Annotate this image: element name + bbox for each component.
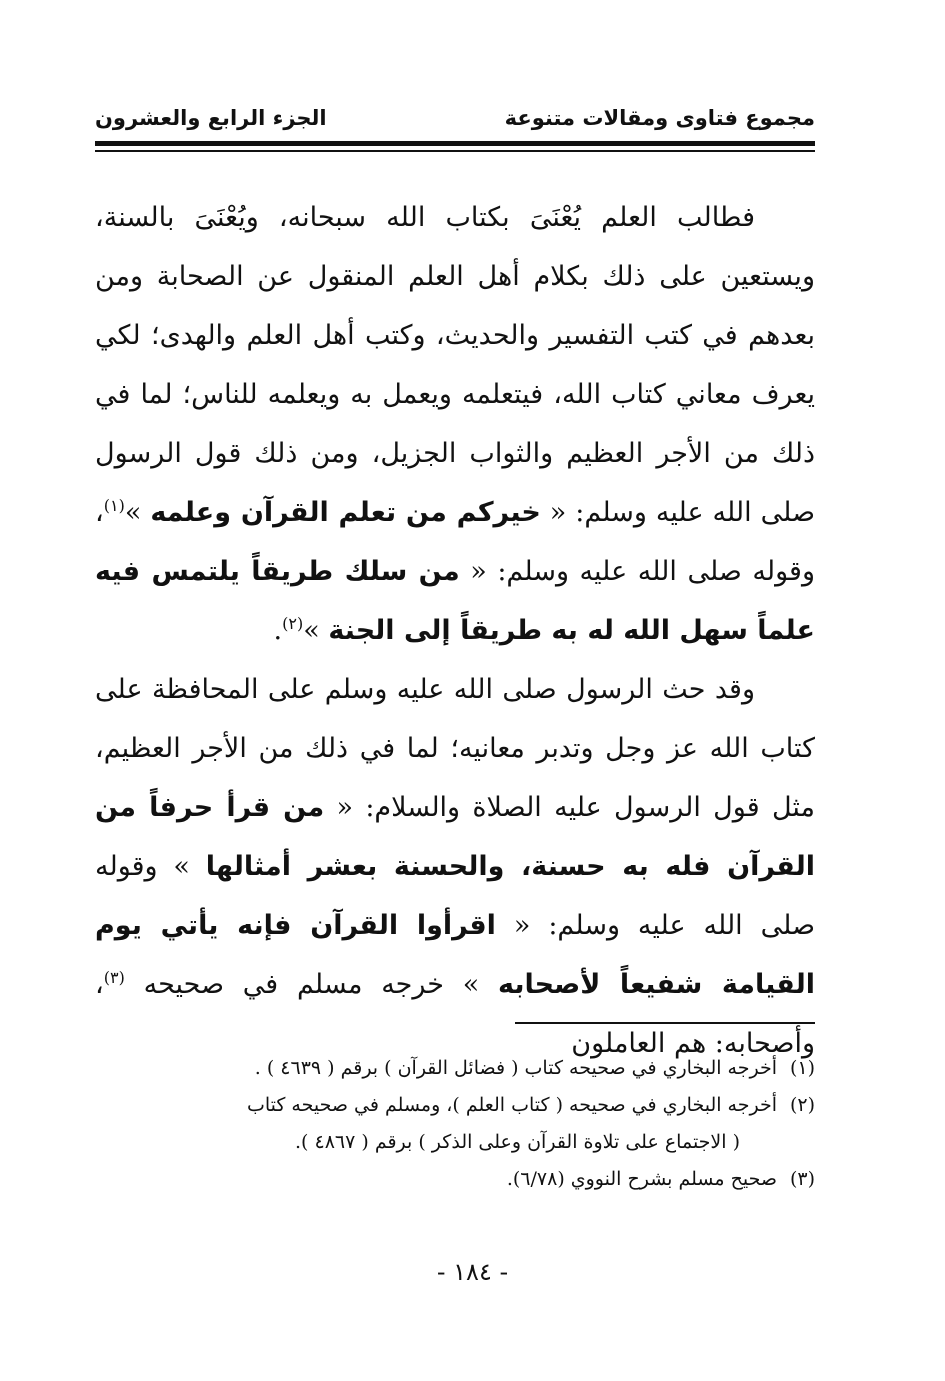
- text-run: فطالب العلم يُعْنَىَ بكتاب الله سبحانه، ويُعْنَىَ بالسنة، ويستعين على ذلك بكلام أهل العلم المنقول عن الصحابة ومن بعدهم في كتب التفسير والحديث، وكتب أهل العلم والهدى؛ لكي يعرف معاني كتاب الله، فيتعلمه ويعمل به ويعلمه للناس؛ لما في ذلك من الأجر العظيم والثواب الجزيل، ومن ذلك قول الرسول صلى الله عليه وسلم: «: [95, 202, 815, 528]
- footnote-ref-2[interactable]: (٢): [282, 614, 304, 633]
- footnote-1: [95, 1050, 815, 1087]
- hadith-quote: اقرأوا القرآن فإنه يأتي يوم القيامة شفيعاً لأصحابه: [95, 910, 815, 1000]
- header-rule-thick: [95, 141, 815, 146]
- footnote-2: [95, 1087, 815, 1124]
- paragraph-1: [95, 188, 815, 660]
- footnote-2-continuation: ( الاجتماع على تلاوة القرآن وعلى الذكر ) برقم ( ٤٨٦٧ ).: [295, 1131, 740, 1153]
- footnote-ref-1[interactable]: (١): [103, 496, 125, 515]
- volume-label: الجزء الرابع والعشرون: [95, 106, 327, 130]
- text-run: ، وأصحابه: هم العاملون: [95, 969, 815, 1059]
- text-run: » خرجه مسلم في صحيحه: [143, 969, 480, 1000]
- footnotes: [95, 1050, 815, 1198]
- footnote-text: صحيح مسلم بشرح النووي (٦/٧٨).: [506, 1168, 777, 1190]
- footnote-text: أخرجه البخاري في صحيحه كتاب ( فضائل القرآن ) برقم ( ٤٦٣٩ ) .: [254, 1057, 777, 1079]
- footnote-number: (٢): [789, 1094, 815, 1116]
- header-rule-thin: [95, 150, 815, 152]
- footnote-separator: [515, 1022, 815, 1024]
- book-title: مجموع فتاوى ومقالات متنوعة: [504, 106, 815, 130]
- text-run: ، وقوله صلى الله عليه وسلم: «: [95, 497, 815, 587]
- footnote-number: (١): [789, 1057, 815, 1079]
- text-run: » وقوله صلى الله عليه وسلم: «: [95, 851, 815, 941]
- hadith-quote: من سلك طريقاً يلتمس فيه علماً سهل الله له به طريقاً إلى الجنة: [95, 556, 815, 646]
- hadith-quote: خيركم من تعلم القرآن وعلمه: [150, 497, 541, 528]
- footnote-number: (٣): [789, 1168, 815, 1190]
- footnote-ref-3[interactable]: (٣): [103, 968, 125, 987]
- running-header: [95, 106, 815, 136]
- text-run: »: [303, 615, 320, 646]
- text-run: »: [124, 497, 142, 528]
- paragraph-2: [95, 660, 815, 1073]
- main-text: [95, 188, 815, 1073]
- page-number: - ١٨٤ -: [436, 1258, 509, 1286]
- hadith-quote: من قرأ حرفاً من القرآن فله به حسنة، والحسنة بعشر أمثالها: [95, 792, 815, 882]
- text-run: .: [273, 615, 283, 646]
- text-run: وقد حث الرسول صلى الله عليه وسلم على المحافظة على كتاب الله عز وجل وتدبر معانيه؛ لما في ذلك من الأجر العظيم، مثل قول الرسول عليه الصلاة والسلام: «: [95, 674, 815, 823]
- footnote-text: أخرجه البخاري في صحيحه ( كتاب العلم )، ومسلم في صحيحه كتاب: [246, 1094, 777, 1116]
- footnote-3: [95, 1161, 815, 1198]
